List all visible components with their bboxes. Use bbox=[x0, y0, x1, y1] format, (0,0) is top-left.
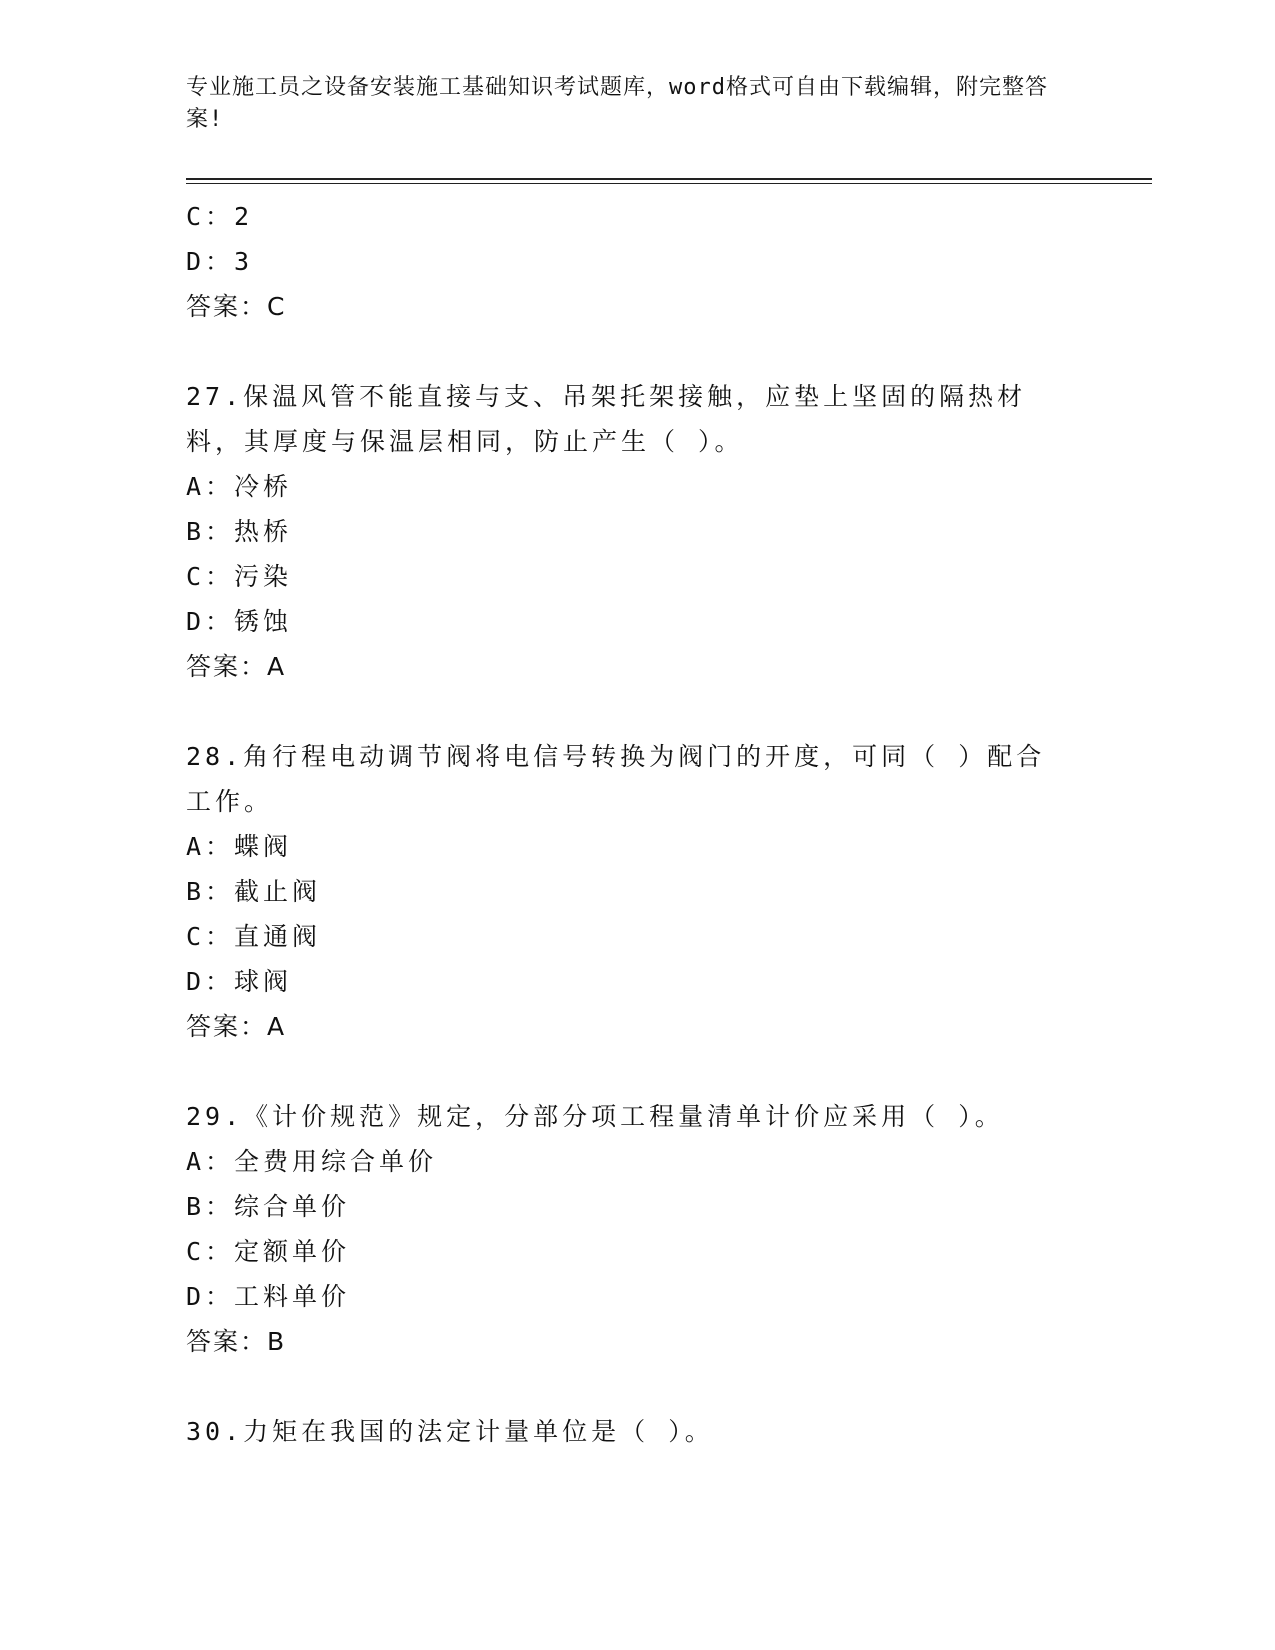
document-header: 专业施工员之设备安装施工基础知识考试题库，word格式可自由下载编辑，附完整答案! bbox=[186, 75, 1048, 132]
option-c: C：直通阀 bbox=[186, 922, 322, 951]
answer: 答案：A bbox=[186, 1012, 287, 1041]
option-a: A：蝶阀 bbox=[186, 832, 293, 861]
question-list bbox=[186, 194, 1066, 1454]
option-d: D：球阀 bbox=[186, 967, 293, 996]
question-text: 29.《计价规范》规定，分部分项工程量清单计价应采用（ ）。 bbox=[186, 1102, 1004, 1131]
option-b: B：综合单价 bbox=[186, 1192, 351, 1221]
question-text: 27.保温风管不能直接与支、吊架托架接触，应垫上坚固的隔热材料，其厚度与保温层相同，防止产生（ ）。 bbox=[186, 382, 1027, 456]
question-30 bbox=[186, 1409, 1066, 1454]
option-d: D：工料单价 bbox=[186, 1282, 351, 1311]
question-text: 30.力矩在我国的法定计量单位是（ ）。 bbox=[186, 1417, 714, 1446]
answer: 答案：A bbox=[186, 652, 287, 681]
question-text: 28.角行程电动调节阀将电信号转换为阀门的开度，可同（ ）配合工作。 bbox=[186, 742, 1046, 816]
prev-question-tail bbox=[186, 194, 1066, 329]
option-d: D：锈蚀 bbox=[186, 607, 293, 636]
header-rule-thick bbox=[186, 178, 1152, 180]
question-29 bbox=[186, 1094, 1066, 1364]
option-a: A：冷桥 bbox=[186, 472, 293, 501]
question-27 bbox=[186, 374, 1066, 689]
option-d: D：3 bbox=[186, 247, 254, 276]
answer: 答案：C bbox=[186, 292, 287, 321]
header-rule-thin bbox=[186, 183, 1152, 184]
option-b: B：热桥 bbox=[186, 517, 293, 546]
option-c: C：2 bbox=[186, 202, 254, 231]
option-a: A：全费用综合单价 bbox=[186, 1147, 438, 1176]
option-c: C：定额单价 bbox=[186, 1237, 351, 1266]
question-28 bbox=[186, 734, 1066, 1049]
answer: 答案：B bbox=[186, 1327, 287, 1356]
option-c: C：污染 bbox=[186, 562, 293, 591]
option-b: B：截止阀 bbox=[186, 877, 322, 906]
